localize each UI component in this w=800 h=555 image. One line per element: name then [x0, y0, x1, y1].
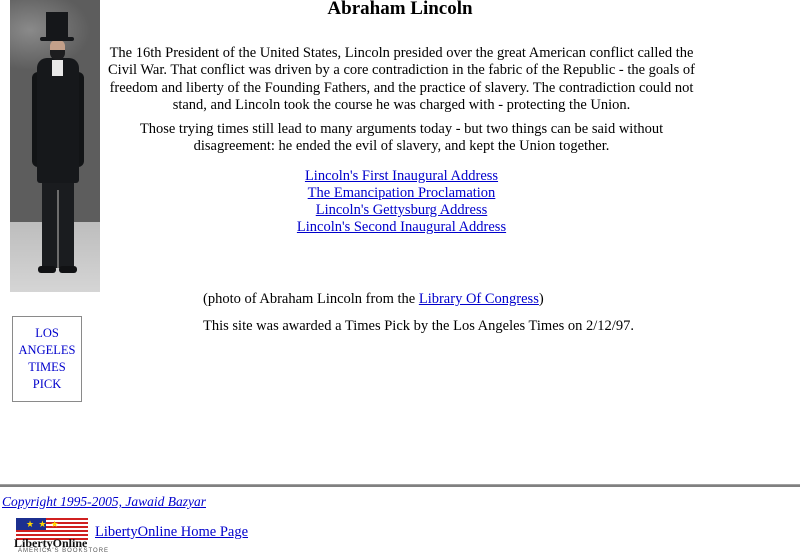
badge-line-1: LOS [35, 326, 59, 340]
copyright-notice[interactable]: Copyright 1995-2005, Jawaid Bazyar [2, 494, 206, 509]
lincoln-photo [10, 0, 100, 292]
badge-line-2: ANGELES [18, 343, 76, 357]
link-first-inaugural[interactable]: Lincoln's First Inaugural Address [304, 168, 499, 184]
la-times-pick-badge[interactable] [12, 316, 82, 402]
link-emancipation-proclamation[interactable]: The Emancipation Proclamation [307, 185, 496, 201]
intro-paragraph: The 16th President of the United States, Lincoln presided over the great American conflict called the Civil War. That conflict was driven by a core contradiction in the fabric of the Republic - the goals of freedom and liberty of the Founding Fathers, and the practice of slavery. The contradiction could not stand, and Lincoln took the course he was charged with - protecting the Union. [108, 44, 695, 113]
document-link-list [105, 168, 698, 236]
figure-coat [37, 58, 79, 183]
figure-legs-gap [57, 190, 59, 268]
figure-right-shoe [59, 266, 77, 273]
figure-shirt [52, 60, 63, 76]
credit-suffix: ) [538, 291, 544, 307]
link-library-of-congress[interactable]: Library Of Congress [418, 291, 539, 307]
liberty-logo-tagline: AMERICA'S BOOKSTORE [18, 548, 110, 554]
figure-top-hat [46, 12, 68, 38]
award-text: This site was awarded a Times Pick by the Los Angeles Times on 2/12/97. [203, 318, 634, 334]
photo-credit [203, 291, 544, 308]
link-gettysburg-address[interactable]: Lincoln's Gettysburg Address [315, 202, 488, 218]
footer-divider [0, 484, 800, 487]
liberty-logo-wordmark: LibertyOnline [14, 536, 88, 550]
page-title: Abraham Lincoln [327, 0, 473, 19]
credit-prefix: (photo of Abraham Lincoln from the [203, 291, 419, 307]
flag-stars-icon: ★ ★ ★ [26, 519, 60, 529]
link-second-inaugural[interactable]: Lincoln's Second Inaugural Address [296, 219, 507, 235]
link-libertyonline-home[interactable]: LibertyOnline Home Page [95, 524, 249, 540]
figure-left-shoe [38, 266, 56, 273]
summary-paragraph: Those trying times still lead to many arguments today - but two things can be said without disagreement: he ended the evil of slavery, and kept the Union together. [139, 120, 664, 154]
badge-line-3: TIMES PICK [28, 360, 66, 391]
